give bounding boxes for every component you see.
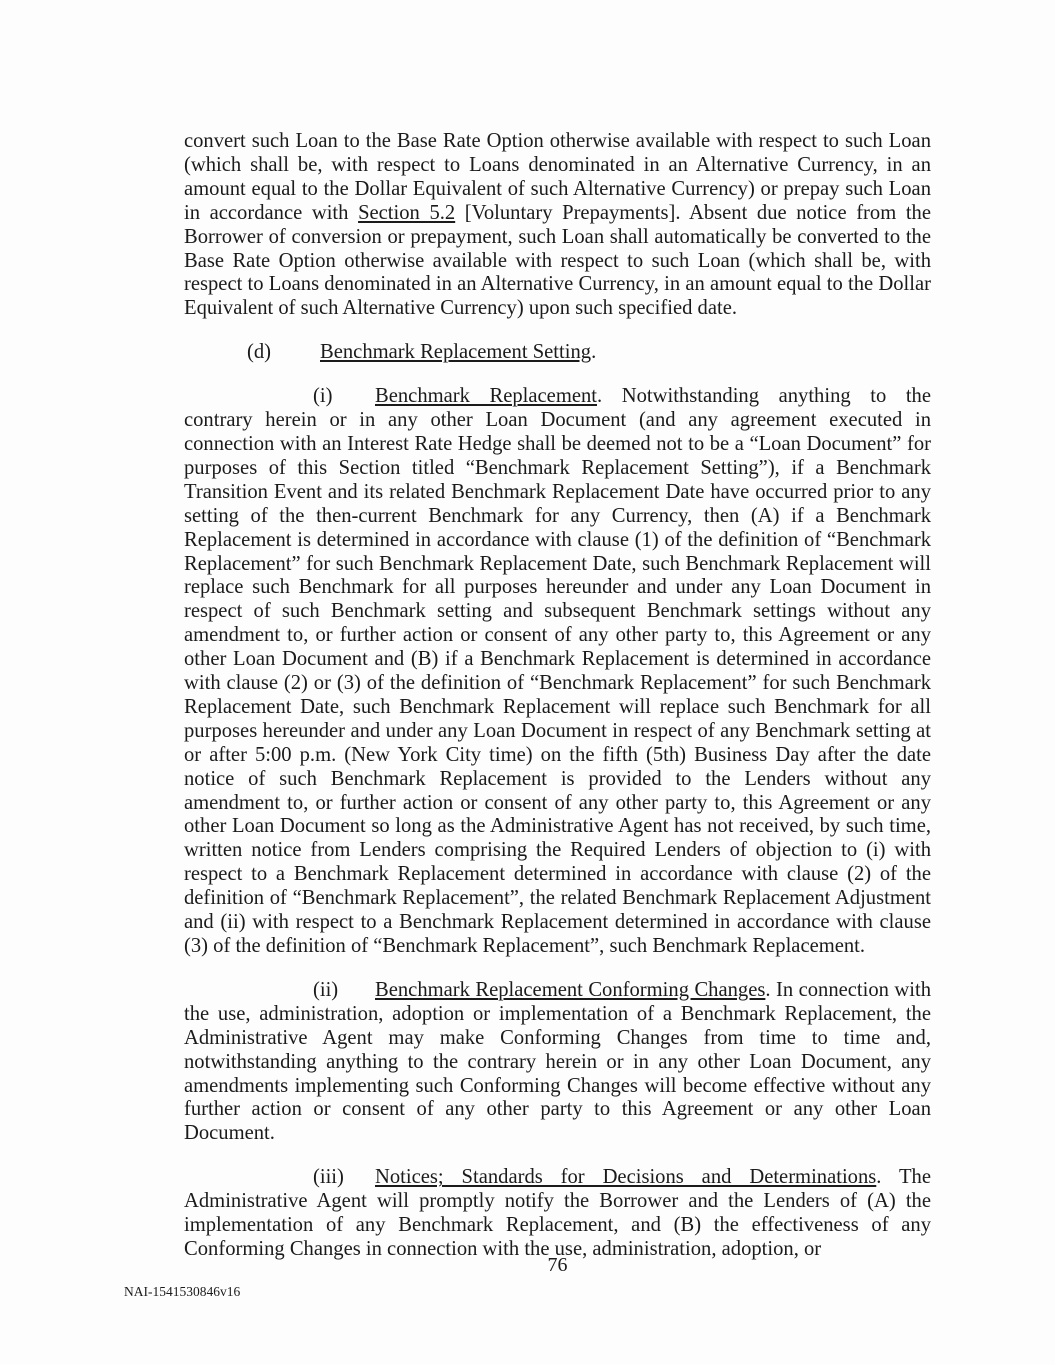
paragraph-continuation [184, 130, 931, 321]
section-d-heading-period: . [591, 341, 597, 364]
paragraph-item-i [184, 385, 931, 959]
page-number: 76 [547, 1254, 568, 1276]
paragraph-item-ii [184, 979, 931, 1146]
item-iii-text: . The Administrative Agent will promptly notify the Borrower and the Lenders of (A) the implementation of any Benchmark Replacement, and (B) the effectiveness of any Conforming Changes in connection with the use, administration, adoption, or [184, 1166, 931, 1260]
item-iii-heading: Notices; Standards for Decisions and Determinations [375, 1166, 877, 1189]
item-i-heading: Benchmark Replacement [375, 385, 597, 408]
paragraph-item-iii [184, 1166, 931, 1262]
document-id-footer: NAI-1541530846v16 [124, 1284, 241, 1299]
section-5-2-reference: Section 5.2 [358, 201, 456, 224]
item-iii-label: (iii) [313, 1166, 344, 1189]
continuation-text-after-reference: [Voluntary Prepayments]. Absent due notice from the Borrower of conversion or prepayment, such Loan shall automatically be converted to the Base Rate Option otherwise available with respect to such Loan (which shall be, with respect to Loans denominated in an Alternative Currency, in an amount equal to the Dollar Equivalent of such Alternative Currency) upon such specified date. [184, 201, 931, 320]
item-ii-text: . In connection with the use, administration, adoption or implementation of a Benchmark Replacement, the Administrative Agent may make Conforming Changes from time to time and, notwithstanding anything to the contrary herein or in any other Loan Document, any amendments implementing such Conforming Changes will become effective without any further action or consent of any other party to this Agreement or any other Loan Document. [184, 978, 931, 1145]
document-body [184, 130, 931, 1282]
section-d-heading: Benchmark Replacement Setting [320, 341, 592, 364]
item-ii-label: (ii) [313, 978, 339, 1001]
item-ii-heading: Benchmark Replacement Conforming Changes [375, 978, 766, 1001]
item-i-text: . Notwithstanding anything to the contrary herein or in any other Loan Document (and any agreement executed in connection with an Interest Rate Hedge shall be deemed not to be a “Loan Document” for purposes of this Section titled “Benchmark Replacement Setting”), if a Benchmark Transition Event and its related Benchmark Replacement Date have occurred prior to any setting of the then-current Benchmark for any Currency, then (A) if a Benchmark Replacement is determined in accordance with clause (1) of the definition of “Benchmark Replacement” for such Benchmark Replacement Date, such Benchmark Replacement will replace such Benchmark for all purposes hereunder and under any Loan Document in respect of such Benchmark setting and subsequent Benchmark settings without any amendment to, or further action or consent of any other party to, this Agreement or any other Loan Document and (B) if a Benchmark Replacement is determined in accordance with clause (2) or (3) of the definition of “Benchmark Replacement” for such Benchmark Replacement Date, such Benchmark Replacement will replace such Benchmark for all purposes hereunder and under any Loan Document in respect of any Benchmark setting at or after 5:00 p.m. (New York City time) on the fifth (5th) Business Day after the date notice of such Benchmark Replacement is provided to the Lenders without any amendment to, or further action or consent of any other party to, this Agreement or any other Loan Document so long as the Administrative Agent has not received, by such time, written notice from Lenders comprising the Required Lenders of objection to (i) with respect to a Benchmark Replacement determined in accordance with clause (2) of the definition of “Benchmark Replacement”, the related Benchmark Replacement Adjustment and (ii) with respect to a Benchmark Replacement determined in accordance with clause (3) of the definition of “Benchmark Replacement”, such Benchmark Replacement. [184, 385, 931, 957]
continuation-text-before-reference: convert such Loan to the Base Rate Option otherwise available with respect to such Loan (which shall be, with respect to Loans denominated in an Alternative Currency, in an amount equal to the Dollar Equivalent of such Alternative Currency) or prepay such Loan in accordance with [184, 130, 931, 224]
section-d-heading-line [184, 341, 931, 365]
section-d-label: (d) [247, 341, 272, 364]
item-i-label: (i) [313, 385, 333, 408]
